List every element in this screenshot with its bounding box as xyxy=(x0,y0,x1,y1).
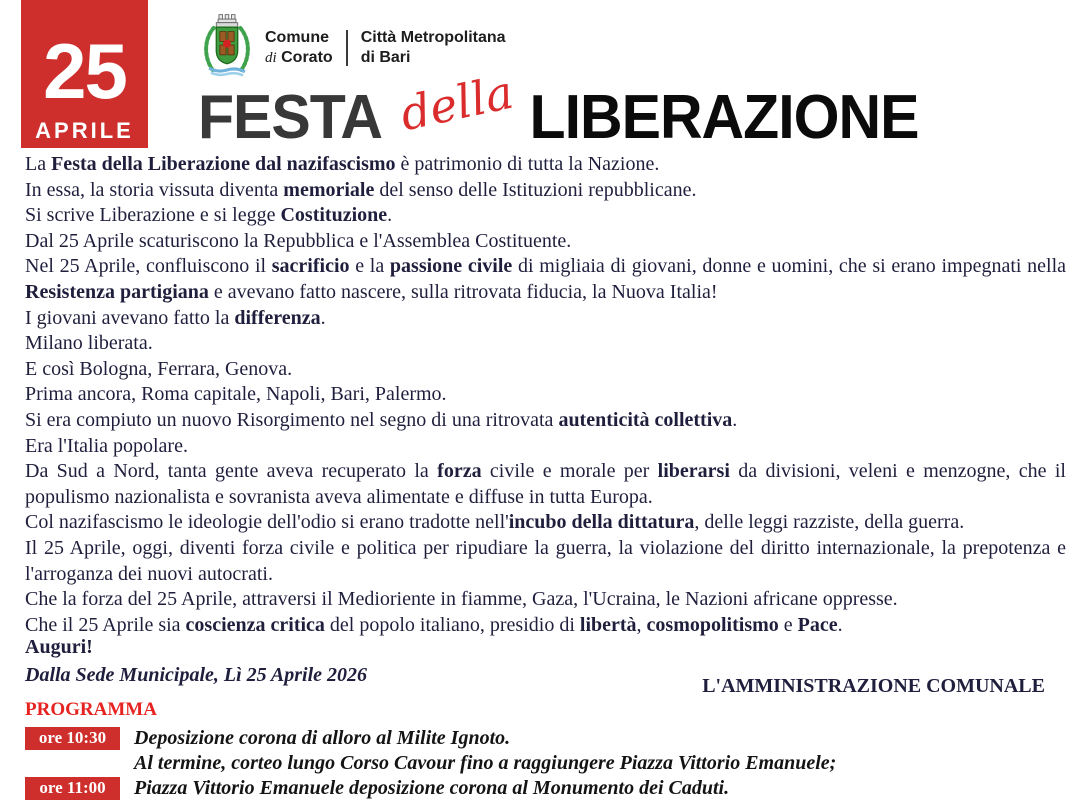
body-paragraph: In essa, la storia vissuta diventa memoriale del senso delle Istituzioni repubblicane. xyxy=(25,178,697,201)
program-row xyxy=(25,752,1066,774)
body-paragraph: Il 25 Aprile, oggi, diventi forza civile e politica per ripudiare la guerra, la violazione del diritto internazionale, la prepotenza e l'arroganza dei nuovi autocrati. xyxy=(25,536,1066,585)
body-paragraph: Si scrive Liberazione e si legge Costituzione. xyxy=(25,204,393,227)
body-paragraph: I giovani avevano fatto la differenza. xyxy=(25,306,326,329)
greeting: Auguri! xyxy=(25,636,93,658)
body-paragraph: Col nazifascismo le ideologie dell'odio si erano tradotte nell'incubo della dittatura, delle leggi razziste, della guerra. xyxy=(25,511,965,534)
body-paragraph: Dal 25 Aprile scaturiscono la Repubblica e l'Assemblea Costituente. xyxy=(25,229,572,252)
body-paragraph: Nel 25 Aprile, confluiscono il sacrificio e la passione civile di migliaia di giovani, donne e uomini, che si erano impegnati nella Resistenza partigiana e avevano fatto nascere, sulla ritrovata fiducia, la Nuova Italia! xyxy=(25,255,1067,303)
closing-section xyxy=(25,636,1066,800)
logo-comune-line2: Corato xyxy=(281,48,333,66)
program-item-text: Deposizione corona di alloro al Milite Ignoto. xyxy=(134,726,511,749)
body-paragraph: La Festa della Liberazione dal nazifascismo è patrimonio di tutta la Nazione. xyxy=(25,153,660,175)
logo-comune-line1: Comune xyxy=(265,28,329,46)
body-text xyxy=(25,152,1066,638)
logo-citta-line1: Città Metropolitana xyxy=(360,28,506,46)
time-badge: ore 10:30 xyxy=(25,727,120,750)
logo-text-citta xyxy=(361,28,506,68)
body-paragraph: Prima ancora, Roma capitale, Napoli, Bari, Palermo. xyxy=(25,383,447,406)
coat-of-arms-icon xyxy=(202,12,252,83)
program-list xyxy=(25,727,1066,799)
body-paragraph: Milano liberata. xyxy=(25,332,153,355)
program-row xyxy=(25,727,1066,749)
page-title xyxy=(198,64,919,152)
logo-text-comune xyxy=(265,28,333,68)
municipality-logo xyxy=(202,12,506,83)
body-paragraph: Da Sud a Nord, tanta gente aveva recuperato la forza civile e morale per liberarsi da divisioni, veleni e menzogne, che il populismo nazionalista e sovranista aveva alimentate e diffuse in tutta Europa. xyxy=(25,460,1066,508)
date-day: 25 xyxy=(43,27,126,115)
title-della-script: della xyxy=(395,64,518,142)
signature: L'AMMINISTRAZIONE COMUNALE xyxy=(702,675,1045,697)
logo-citta-line2: di Bari xyxy=(360,48,411,66)
program-item-text: Piazza Vittorio Emanuele deposizione corona al Monumento dei Caduti. xyxy=(134,776,730,799)
body-paragraph: Si era compiuto un nuovo Risorgimento nel segno di una ritrovata autenticità collettiva. xyxy=(25,408,738,431)
title-festa: FESTA xyxy=(198,81,383,152)
date-month: APRILE xyxy=(35,118,134,143)
body-paragraph: Che il 25 Aprile sia coscienza critica del popolo italiano, presidio di libertà, cosmopolitismo e Pace. xyxy=(25,613,843,636)
body-paragraph: E così Bologna, Ferrara, Genova. xyxy=(25,357,293,380)
logo-divider xyxy=(346,30,348,66)
body-paragraph: Che la forza del 25 Aprile, attraversi il Medioriente in fiamme, Gaza, l'Ucraina, le Nazioni africane oppresse. xyxy=(25,588,898,611)
program-row xyxy=(25,777,1066,799)
body-paragraph: Era l'Italia popolare. xyxy=(25,434,188,457)
dateline: Dalla Sede Municipale, Lì 25 Aprile 2026 xyxy=(25,664,368,686)
title-liberazione: LIBERAZIONE xyxy=(529,81,919,152)
program-item-text: Al termine, corteo lungo Corso Cavour fino a raggiungere Piazza Vittorio Emanuele; xyxy=(134,751,837,774)
logo-comune-di: di xyxy=(265,49,277,66)
time-badge: ore 11:00 xyxy=(25,777,120,800)
program-heading: PROGRAMMA xyxy=(25,699,157,720)
date-badge xyxy=(21,0,148,148)
